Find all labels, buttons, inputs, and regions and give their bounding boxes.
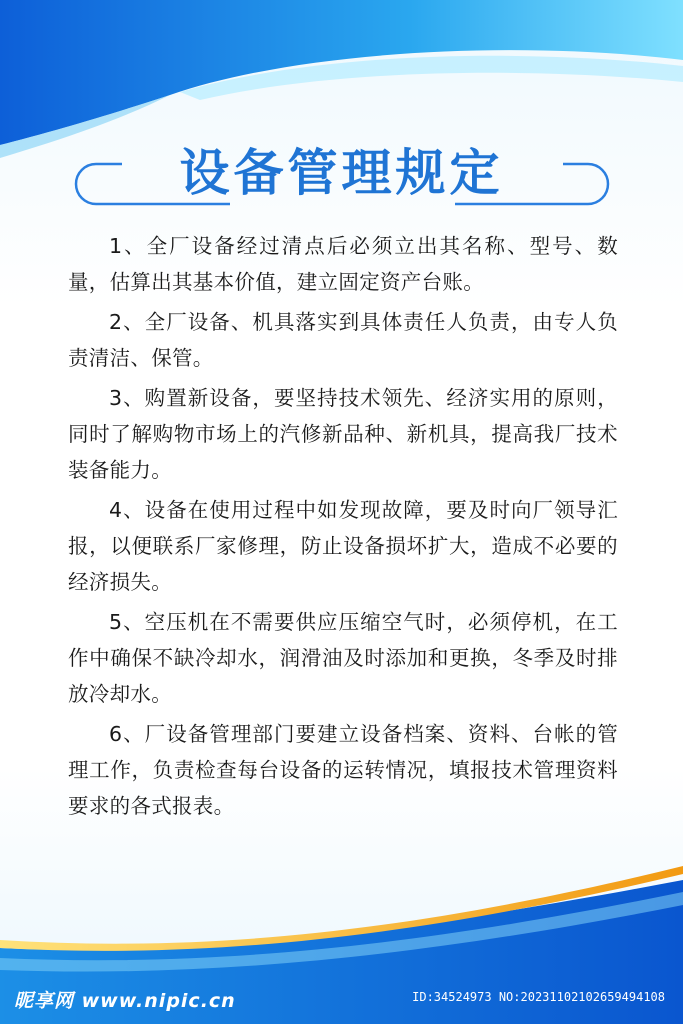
rule-item-4: 4、设备在使用过程中如发现故障，要及时向厂领导汇报，以便联系厂家修理，防止设备损坏扩大，造成不必要的经济损失。	[68, 498, 618, 594]
rules-list	[68, 228, 618, 828]
rule-item-1: 1、全厂设备经过清点后必须立出其名称、型号、数量，估算出其基本价值，建立固定资产台账。	[68, 234, 618, 294]
watermark-id: ID:34524973 NO:20231102102659494108	[412, 990, 665, 1004]
watermark-site: 昵享网 www.nipic.cn	[14, 990, 236, 1012]
rule-item-2: 2、全厂设备、机具落实到具体责任人负责，由专人负责清洁、保管。	[68, 310, 618, 370]
title-banner	[0, 140, 683, 210]
rule-item-5: 5、空压机在不需要供应压缩空气时，必须停机，在工作中确保不缺冷却水，润滑油及时添加和更换，冬季及时排放冷却水。	[68, 610, 618, 706]
rule-item-3: 3、购置新设备，要坚持技术领先、经济实用的原则，同时了解购物市场上的汽修新品种、新机具，提高我厂技术装备能力。	[68, 386, 618, 482]
page-title: 设备管理规定	[179, 144, 504, 202]
rule-item-6: 6、厂设备管理部门要建立设备档案、资料、台帐的管理工作，负责检查每台设备的运转情况，填报技术管理资料要求的各式报表。	[68, 722, 618, 818]
